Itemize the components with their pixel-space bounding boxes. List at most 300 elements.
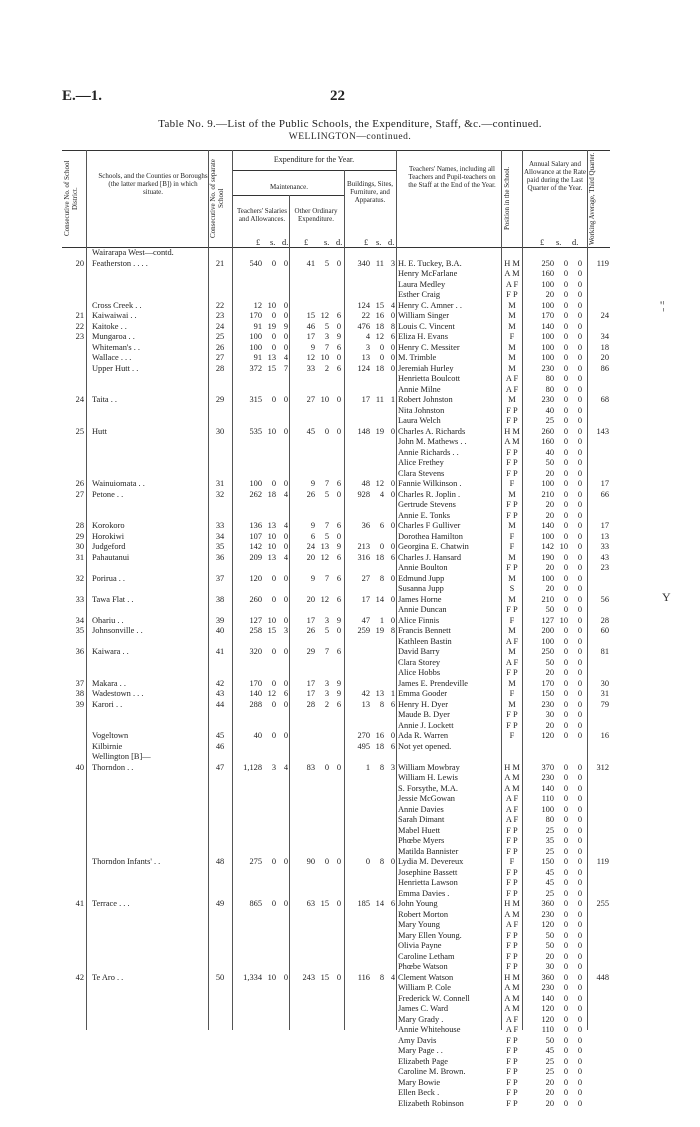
buildings-value: 8	[379, 699, 384, 709]
district-number: 37	[75, 678, 84, 688]
annual-salary-value: 230	[541, 773, 554, 782]
district-number: 36	[75, 647, 84, 656]
salaries-value: 315	[249, 395, 262, 404]
salaries-value: 535	[249, 426, 262, 436]
col-buildings-header: Buildings, Sites, Furniture, and Apparatus.	[346, 180, 394, 204]
annual-salary-value: 0	[563, 384, 568, 394]
other-expenditure-value: 29	[306, 647, 315, 656]
salaries-value: 91	[253, 321, 262, 331]
school-name: Wairarapa West—contd.	[92, 248, 174, 257]
position-code: F P	[506, 405, 518, 415]
position-code: M	[508, 678, 516, 688]
salaries-value: 0	[271, 647, 276, 656]
annual-salary-value: 0	[563, 657, 568, 667]
working-average: 119	[596, 258, 609, 268]
annual-salary-value: 0	[563, 773, 568, 782]
annual-salary-value: 100	[541, 573, 554, 583]
position-code: H M	[504, 258, 520, 268]
buildings-value: 0	[390, 615, 395, 625]
buildings-value: 13	[375, 689, 384, 698]
buildings-value: 11	[375, 258, 384, 268]
annual-salary-value: 140	[541, 783, 554, 793]
school-name: Te Aro . .	[92, 972, 124, 982]
working-average: 66	[600, 489, 609, 499]
buildings-value: 17	[361, 395, 370, 404]
annual-salary-value: 0	[563, 552, 568, 562]
col-maintenance-header: Maintenance.	[270, 183, 308, 191]
currency-shillings: s.	[270, 238, 276, 247]
teacher-name: Emma Gooder	[398, 689, 448, 698]
working-average: 143	[596, 426, 609, 436]
buildings-value: 8	[379, 573, 384, 583]
working-average: 30	[600, 678, 609, 688]
salaries-value: 540	[249, 258, 262, 268]
annual-salary-value: 25	[545, 416, 554, 425]
salaries-value: 0	[283, 731, 288, 740]
school-name: Pahautanui	[92, 552, 130, 562]
teacher-name: Francis Bennett	[398, 626, 451, 635]
school-number: 26	[215, 342, 225, 352]
annual-salary-value: 20	[545, 668, 554, 677]
annual-salary-value: 0	[577, 626, 582, 635]
salaries-value: 10	[267, 531, 276, 541]
annual-salary-value: 0	[577, 689, 582, 698]
salaries-value: 136	[249, 521, 262, 530]
annual-salary-value: 0	[577, 405, 582, 415]
teacher-name: James Horne	[398, 594, 442, 604]
buildings-value: 213	[357, 542, 370, 551]
annual-salary-value: 0	[577, 804, 582, 814]
teacher-name: Phœbe Watson	[398, 962, 448, 971]
annual-salary-value: 0	[563, 941, 568, 950]
annual-salary-value: 100	[541, 300, 554, 310]
annual-salary-value: 0	[563, 972, 568, 982]
annual-salary-value: 0	[577, 321, 582, 331]
teacher-name: Charles A. Richards	[398, 426, 466, 436]
salaries-value: 0	[271, 258, 276, 268]
position-code: A F	[505, 374, 519, 383]
annual-salary-value: 0	[577, 437, 582, 446]
salaries-value: 0	[271, 342, 276, 352]
school-name: Kaiwara . .	[92, 647, 129, 656]
other-expenditure-value: 6	[310, 531, 315, 541]
currency-pounds: £	[304, 238, 309, 247]
annual-salary-value: 0	[577, 1025, 582, 1034]
salaries-value: 4	[283, 353, 288, 362]
salaries-value: 170	[249, 678, 262, 688]
column-rule	[86, 150, 87, 1030]
other-expenditure-value: 5	[324, 531, 329, 541]
school-number: 34	[215, 531, 225, 541]
annual-salary-value: 120	[541, 1014, 554, 1024]
salaries-value: 18	[267, 489, 276, 499]
school-number: 29	[215, 395, 225, 404]
other-expenditure-value: 63	[306, 899, 315, 908]
teacher-name: Annie Duncan	[398, 605, 447, 614]
teacher-name: Clara Storey	[398, 657, 441, 667]
buildings-value: 6	[390, 699, 395, 709]
annual-salary-value: 190	[541, 552, 554, 562]
school-number: 36	[215, 552, 225, 562]
column-rule	[587, 150, 588, 1030]
other-expenditure-value: 17	[306, 689, 315, 698]
salaries-value: 865	[249, 899, 262, 908]
salaries-value: 0	[283, 311, 288, 320]
buildings-value: 42	[361, 689, 370, 698]
teacher-name: Henry C. Messiter	[398, 342, 460, 352]
school-number: 49	[215, 899, 225, 908]
position-code: F P	[506, 962, 518, 971]
salaries-value: 0	[283, 594, 288, 604]
position-code: F P	[506, 290, 518, 299]
annual-salary-value: 0	[577, 332, 582, 341]
annual-salary-value: 0	[563, 342, 568, 352]
position-code: M	[508, 647, 516, 656]
salaries-value: 0	[283, 573, 288, 583]
buildings-value: 0	[390, 521, 395, 530]
salaries-value: 0	[271, 857, 276, 866]
annual-salary-value: 0	[563, 279, 568, 289]
buildings-value: 259	[357, 626, 370, 635]
col-other-header: Other Ordinary Expenditure.	[294, 207, 338, 223]
margin-mark: '¦	[660, 298, 665, 312]
annual-salary-value: 0	[577, 909, 582, 919]
buildings-value: 0	[390, 542, 395, 551]
annual-salary-value: 0	[577, 458, 582, 467]
salaries-value: 4	[283, 489, 288, 499]
annual-salary-value: 0	[563, 867, 568, 877]
currency-pounds: £	[540, 238, 545, 247]
teacher-name: Charles R. Joplin .	[398, 489, 461, 499]
annual-salary-value: 0	[577, 363, 582, 373]
other-expenditure-value: 3	[324, 678, 329, 688]
buildings-value: 13	[361, 353, 370, 362]
buildings-value: 185	[357, 899, 370, 908]
annual-salary-value: 0	[577, 489, 582, 499]
other-expenditure-value: 10	[320, 395, 329, 404]
buildings-value: 13	[361, 699, 370, 709]
annual-salary-value: 210	[541, 594, 554, 604]
annual-salary-value: 230	[541, 983, 554, 992]
position-code: M	[508, 363, 516, 373]
annual-salary-value: 50	[545, 657, 554, 667]
currency-pence: d.	[388, 238, 395, 247]
salaries-value: 0	[283, 332, 288, 341]
other-expenditure-value: 9	[336, 542, 341, 551]
position-code: F P	[506, 1098, 518, 1108]
annual-salary-value: 0	[577, 815, 582, 824]
position-code: A F	[505, 1014, 519, 1024]
annual-salary-value: 35	[545, 836, 554, 845]
buildings-value: 3	[390, 258, 395, 268]
annual-salary-value: 0	[563, 1004, 568, 1013]
annual-salary-value: 0	[563, 762, 568, 772]
buildings-value: 14	[375, 594, 384, 604]
annual-salary-value: 0	[577, 605, 582, 614]
annual-salary-value: 0	[563, 437, 568, 446]
position-code: F P	[506, 605, 518, 614]
teacher-name: Ada R. Warren	[398, 731, 449, 740]
other-expenditure-value: 7	[324, 521, 329, 530]
annual-salary-value: 0	[577, 731, 582, 740]
salaries-value: 0	[283, 899, 288, 908]
teacher-name: Kathleen Bastin	[398, 636, 452, 646]
annual-salary-value: 0	[563, 983, 568, 992]
other-expenditure-value: 3	[324, 615, 329, 625]
annual-salary-value: 0	[563, 678, 568, 688]
annual-salary-value: 0	[577, 678, 582, 688]
teacher-name: Mary Grady .	[398, 1014, 444, 1024]
annual-salary-value: 360	[541, 972, 554, 982]
teacher-name: Mary Bowie	[398, 1077, 441, 1087]
other-expenditure-value: 7	[324, 479, 329, 488]
position-code: M	[508, 521, 516, 530]
school-number: 27	[215, 353, 225, 362]
annual-salary-value: 150	[541, 857, 554, 866]
annual-salary-value: 0	[563, 1056, 568, 1066]
annual-salary-value: 0	[577, 500, 582, 509]
annual-salary-value: 140	[541, 321, 554, 331]
annual-salary-value: 25	[545, 825, 554, 835]
teacher-name: Annie E. Tonks	[398, 510, 451, 520]
currency-pounds: £	[364, 238, 369, 247]
table-title: Table No. 9.—List of the Public Schools, the Expenditure, Staff, &c.—continued.	[158, 118, 542, 130]
annual-salary-value: 0	[577, 668, 582, 677]
buildings-value: 476	[357, 321, 370, 331]
other-expenditure-value: 5	[324, 258, 329, 268]
annual-salary-value: 20	[545, 720, 554, 730]
salaries-value: 0	[283, 857, 288, 866]
annual-salary-value: 0	[563, 888, 568, 898]
annual-salary-value: 0	[577, 542, 582, 551]
position-code: A F	[505, 636, 519, 646]
annual-salary-value: 0	[563, 584, 568, 593]
teacher-name: Not yet opened.	[398, 741, 452, 751]
other-expenditure-value: 0	[324, 857, 329, 866]
salaries-value: 127	[249, 615, 262, 625]
teacher-name: Henry C. Amner . .	[398, 300, 462, 310]
buildings-value: 4	[390, 300, 395, 310]
position-code: F	[509, 542, 515, 551]
salaries-value: 258	[249, 626, 262, 635]
other-expenditure-value: 2	[324, 699, 329, 709]
teacher-name: James C. Ward	[398, 1004, 449, 1013]
district-number: 39	[75, 699, 84, 709]
salaries-value: 0	[283, 342, 288, 352]
other-expenditure-value: 0	[336, 972, 341, 982]
buildings-value: 0	[390, 311, 395, 320]
annual-salary-value: 0	[577, 290, 582, 299]
position-code: F P	[506, 500, 518, 509]
buildings-value: 15	[375, 300, 384, 310]
annual-salary-value: 45	[545, 867, 554, 877]
other-expenditure-value: 0	[336, 321, 341, 331]
salaries-value: 100	[249, 332, 262, 341]
district-number: 32	[75, 573, 84, 583]
annual-salary-value: 0	[577, 594, 582, 604]
other-expenditure-value: 6	[336, 342, 341, 352]
col-attendance-header: Working Average, Third Quarter.	[588, 152, 596, 245]
other-expenditure-value: 9	[310, 521, 315, 530]
annual-salary-value: 100	[541, 479, 554, 488]
other-expenditure-value: 7	[324, 573, 329, 583]
salaries-value: 12	[253, 300, 262, 310]
school-number: 48	[215, 857, 225, 866]
table-subtitle: WELLINGTON—continued.	[288, 132, 412, 142]
buildings-value: 48	[361, 479, 370, 488]
annual-salary-value: 0	[563, 951, 568, 961]
salaries-value: 4	[283, 521, 288, 530]
annual-salary-value: 100	[541, 804, 554, 814]
salaries-value: 3	[283, 626, 288, 635]
position-code: F	[509, 615, 515, 625]
buildings-value: 8	[379, 857, 384, 866]
buildings-value: 6	[390, 899, 395, 908]
school-name: Korokoro	[92, 521, 125, 530]
working-average: 60	[600, 626, 609, 635]
teacher-name: Dorothea Hamilton	[398, 531, 463, 541]
working-average: 18	[600, 342, 609, 352]
district-number: 27	[75, 489, 84, 499]
school-name: Horokiwi	[92, 531, 125, 541]
position-code: F	[509, 332, 515, 341]
expenditure-rule	[232, 170, 396, 171]
buildings-value: 928	[357, 489, 370, 499]
school-number: 43	[215, 689, 225, 698]
position-code: F P	[506, 867, 518, 877]
other-expenditure-value: 0	[336, 857, 341, 866]
annual-salary-value: 0	[563, 573, 568, 583]
teacher-name: Mabel Huett	[398, 825, 441, 835]
annual-salary-value: 0	[577, 374, 582, 383]
annual-salary-value: 20	[545, 584, 554, 593]
annual-salary-value: 25	[545, 1067, 554, 1076]
position-code: A M	[504, 983, 520, 992]
working-average: 17	[600, 521, 609, 530]
buildings-value: 0	[379, 353, 384, 362]
teacher-name: Esther Craig	[398, 290, 441, 299]
buildings-value: 16	[375, 311, 384, 320]
working-average: 33	[600, 542, 609, 551]
school-name: Wellington [B]—	[92, 752, 151, 761]
school-number: 45	[215, 731, 225, 740]
position-code: A M	[504, 1004, 520, 1013]
teacher-name: H. E. Tuckey, B.A.	[398, 258, 462, 268]
annual-salary-value: 0	[577, 762, 582, 772]
salaries-value: 0	[283, 972, 288, 982]
col-school-no-header: Consecutive No. of separate School	[209, 159, 225, 238]
annual-salary-value: 0	[577, 794, 582, 803]
salaries-value: 10	[267, 972, 276, 982]
buildings-value: 8	[379, 972, 384, 982]
annual-salary-value: 10	[559, 615, 568, 625]
annual-salary-value: 0	[577, 972, 582, 982]
position-code: M	[508, 573, 516, 583]
school-number: 37	[215, 573, 225, 583]
annual-salary-value: 120	[541, 920, 554, 929]
district-number: 21	[75, 311, 84, 320]
other-expenditure-value: 2	[324, 363, 329, 373]
annual-salary-value: 0	[577, 710, 582, 719]
annual-salary-value: 20	[545, 1077, 554, 1087]
annual-salary-value: 45	[545, 1046, 554, 1055]
school-name: Wallace . . .	[92, 353, 132, 362]
annual-salary-value: 0	[577, 573, 582, 583]
annual-salary-value: 0	[563, 510, 568, 520]
teacher-name: Alice Finnis	[398, 615, 440, 625]
position-code: F P	[506, 1088, 518, 1097]
other-expenditure-value: 17	[306, 615, 315, 625]
position-code: A M	[504, 909, 520, 919]
position-code: F P	[506, 1067, 518, 1076]
position-code: A F	[505, 384, 519, 394]
page-number: 22	[330, 88, 345, 104]
annual-salary-value: 0	[563, 815, 568, 824]
school-name: Karori . .	[92, 699, 123, 709]
position-code: H M	[504, 972, 520, 982]
buildings-value: 36	[361, 521, 370, 530]
teacher-name: Jeremiah Hurley	[398, 363, 454, 373]
salaries-value: 0	[283, 426, 288, 436]
buildings-value: 0	[390, 426, 395, 436]
other-expenditure-value: 0	[324, 426, 329, 436]
other-expenditure-value: 6	[336, 699, 341, 709]
salaries-value: 10	[267, 426, 276, 436]
annual-salary-value: 20	[545, 468, 554, 478]
position-code: F P	[506, 1077, 518, 1087]
buildings-value: 8	[379, 762, 384, 772]
working-average: 79	[600, 699, 609, 709]
salaries-value: 0	[283, 395, 288, 404]
salaries-value: 0	[283, 479, 288, 488]
other-expenditure-value: 41	[306, 258, 315, 268]
other-expenditure-value: 13	[320, 542, 329, 551]
other-expenditure-value: 3	[324, 332, 329, 341]
annual-salary-value: 0	[577, 1046, 582, 1055]
buildings-value: 11	[375, 395, 384, 404]
district-number: 29	[75, 531, 84, 541]
position-code: F P	[506, 846, 518, 856]
buildings-value: 124	[357, 300, 370, 310]
col-position-header: Position in the School.	[503, 166, 511, 231]
annual-salary-value: 0	[577, 1004, 582, 1013]
salaries-value: 4	[283, 552, 288, 562]
buildings-value: 0	[390, 573, 395, 583]
annual-salary-value: 0	[563, 783, 568, 793]
annual-salary-value: 0	[563, 531, 568, 541]
salaries-value: 0	[283, 258, 288, 268]
salaries-value: 372	[249, 363, 262, 373]
other-expenditure-value: 3	[324, 689, 329, 698]
teacher-name: William Singer	[398, 311, 450, 320]
buildings-value: 0	[390, 594, 395, 604]
position-code: F P	[506, 1035, 518, 1045]
currency-pence: d.	[572, 238, 579, 247]
salaries-value: 320	[249, 647, 262, 656]
school-name: Whiteman's . .	[92, 342, 141, 352]
buildings-value: 148	[357, 426, 370, 436]
teacher-name: S. Forsythe, M.A.	[398, 783, 459, 793]
annual-salary-value: 0	[563, 1067, 568, 1076]
buildings-value: 8	[390, 626, 395, 635]
position-code: F P	[506, 668, 518, 677]
annual-salary-value: 0	[577, 657, 582, 667]
annual-salary-value: 230	[541, 699, 554, 709]
other-expenditure-value: 0	[336, 426, 341, 436]
annual-salary-value: 0	[563, 1046, 568, 1055]
buildings-value: 0	[365, 857, 370, 866]
salaries-value: 120	[249, 573, 262, 583]
